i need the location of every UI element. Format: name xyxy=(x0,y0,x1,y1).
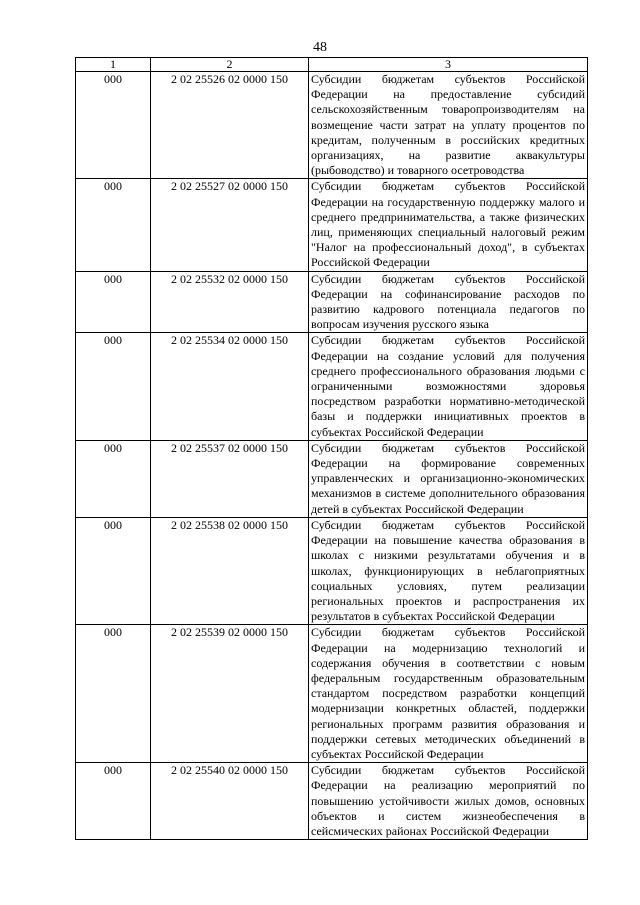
admin-code-cell: 000 xyxy=(76,763,151,840)
revenue-code-cell: 2 02 25532 02 0000 150 xyxy=(151,271,309,333)
column-header-3: 3 xyxy=(309,58,588,72)
description-cell: Субсидии бюджетам субъектов Российской Федерации на создание условий для получения среднего профессионального образования людьми с ограниченными возможностями здоровья посредством разработки нормативно-методической базы и поддержки инициативных проектов в субъектах Российской Федерации xyxy=(309,333,588,440)
column-header-2: 2 xyxy=(151,58,309,72)
admin-code-cell: 000 xyxy=(76,333,151,440)
page-number: 48 xyxy=(313,40,327,55)
admin-code-cell: 000 xyxy=(76,271,151,333)
admin-code-cell: 000 xyxy=(76,72,151,179)
table-header-row xyxy=(76,58,588,72)
budget-codes-table xyxy=(75,57,588,840)
table-row xyxy=(76,517,588,624)
table-row xyxy=(76,271,588,333)
table-row xyxy=(76,333,588,440)
revenue-code-cell: 2 02 25540 02 0000 150 xyxy=(151,763,309,840)
admin-code-cell: 000 xyxy=(76,179,151,271)
description-cell: Субсидии бюджетам субъектов Российской Федерации на софинансирование расходов по развитию кадрового потенциала педагогов по вопросам изучения русского языка xyxy=(309,271,588,333)
table-row xyxy=(76,179,588,271)
description-cell: Субсидии бюджетам субъектов Российской Федерации на модернизацию технологий и содержания обучения в соответствии с новым федеральным государственным образовательным стандартом посредством разработки концепций модернизации конкретных областей, поддержки региональных программ развития образования и поддержки сетевых методических объединений в субъектах Российской Федерации xyxy=(309,625,588,763)
revenue-code-cell: 2 02 25534 02 0000 150 xyxy=(151,333,309,440)
revenue-code-cell: 2 02 25539 02 0000 150 xyxy=(151,625,309,763)
description-cell: Субсидии бюджетам субъектов Российской Федерации на предоставление субсидий сельскохозяйственным товаропроизводителям на возмещение части затрат на уплату процентов по кредитам, полученным в российских кредитных организациях, на развитие аквакультуры (рыбоводство) и товарного осетроводства xyxy=(309,72,588,179)
admin-code-cell: 000 xyxy=(76,440,151,517)
description-cell: Субсидии бюджетам субъектов Российской Федерации на формирование современных управленческих и организационно-экономических механизмов в системе дополнительного образования детей в субъектах Российской Федерации xyxy=(309,440,588,517)
table-row xyxy=(76,72,588,179)
revenue-code-cell: 2 02 25538 02 0000 150 xyxy=(151,517,309,624)
revenue-code-cell: 2 02 25526 02 0000 150 xyxy=(151,72,309,179)
table-row xyxy=(76,625,588,763)
description-cell: Субсидии бюджетам субъектов Российской Федерации на реализацию мероприятий по повышению устойчивости жилых домов, основных объектов и систем жизнеобеспечения в сейсмических районах Российской Федерации xyxy=(309,763,588,840)
description-cell: Субсидии бюджетам субъектов Российской Федерации на государственную поддержку малого и среднего предпринимательства, а также физических лиц, применяющих специальный налоговый режим "Налог на профессиональный доход", в субъектах Российской Федерации xyxy=(309,179,588,271)
revenue-code-cell: 2 02 25537 02 0000 150 xyxy=(151,440,309,517)
table-row xyxy=(76,763,588,840)
admin-code-cell: 000 xyxy=(76,517,151,624)
description-cell: Субсидии бюджетам субъектов Российской Федерации на повышение качества образования в школах с низкими результатами обучения и в школах, функционирующих в неблагоприятных социальных условиях, путем реализации региональных проектов и распространения их результатов в субъектах Российской Федерации xyxy=(309,517,588,624)
table-row xyxy=(76,440,588,517)
admin-code-cell: 000 xyxy=(76,625,151,763)
revenue-code-cell: 2 02 25527 02 0000 150 xyxy=(151,179,309,271)
column-header-1: 1 xyxy=(76,58,151,72)
